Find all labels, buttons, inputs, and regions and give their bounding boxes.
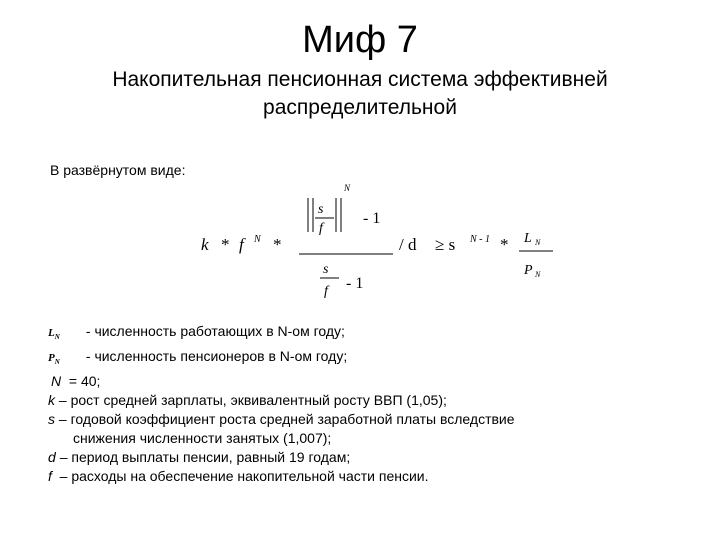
formula-mult-1: * <box>221 235 230 254</box>
formula-geq-s: ≥ s <box>435 235 456 254</box>
definition-s <box>45 410 685 429</box>
formula-divide-d: / d <box>399 235 417 254</box>
definition-d <box>45 448 685 467</box>
ratio-P: P <box>524 263 533 278</box>
formula-f-exponent: N <box>254 234 261 245</box>
formula <box>195 178 575 308</box>
definition-s-continuation: снижения численности занятых (1,007); <box>73 430 332 447</box>
formula-mult-3: * <box>500 235 509 254</box>
definition-N-text: = 40; <box>68 373 101 390</box>
denominator-minus-one: - 1 <box>346 275 364 292</box>
symbol-s: s <box>48 411 55 428</box>
formula-mult-2: * <box>273 235 282 254</box>
symbol-L-N: $L_N$ <box>48 327 60 342</box>
symbol-P-N: $P_N$ <box>48 352 60 367</box>
denominator-s: s <box>323 262 329 277</box>
definition-P <box>45 347 685 372</box>
definition-L-text: - численность работающих в N-ом году; <box>85 323 345 339</box>
definition-k-text: – рост средней зарплаты, эквивалентный росту ВВП (1,05); <box>58 392 447 409</box>
intro-text: В развёрнутом виде: <box>50 162 186 178</box>
formula-k: k <box>201 235 209 254</box>
numerator-f: f <box>319 221 323 236</box>
slide-title: Миф 7 <box>302 19 418 61</box>
definition-L <box>45 322 685 347</box>
ratio-L: L <box>524 231 532 246</box>
numerator-exponent: N <box>344 183 351 193</box>
slide-subtitle: Накопительная пенсионная система эффективней распределительной <box>112 68 608 119</box>
definition-f <box>45 467 685 486</box>
definitions-list <box>45 322 685 486</box>
definition-s-text: – годовой коэффициент роста средней заработной платы вследствие <box>58 411 515 428</box>
definition-N <box>45 372 685 391</box>
formula-s-exponent: N - 1 <box>470 234 490 245</box>
symbol-f: f <box>48 468 52 485</box>
symbol-d: d <box>48 449 56 466</box>
numerator-s: s <box>318 202 324 217</box>
formula-f: f <box>239 235 244 254</box>
symbol-N: N <box>51 373 62 390</box>
definition-P-text: - численность пенсионеров в N-ом году; <box>85 348 348 365</box>
ratio-P-subscript: N <box>535 270 541 279</box>
numerator-minus-one: - 1 <box>363 210 381 227</box>
symbol-k: k <box>48 392 55 409</box>
definition-k <box>45 391 685 410</box>
ratio-L-subscript: N <box>535 238 541 247</box>
definition-f-text: – расходы на обеспечение накопительной части пенсии. <box>59 468 429 485</box>
definition-d-text: – период выплаты пенсии, равный 19 годам; <box>59 449 351 466</box>
denominator-f: f <box>324 284 328 299</box>
